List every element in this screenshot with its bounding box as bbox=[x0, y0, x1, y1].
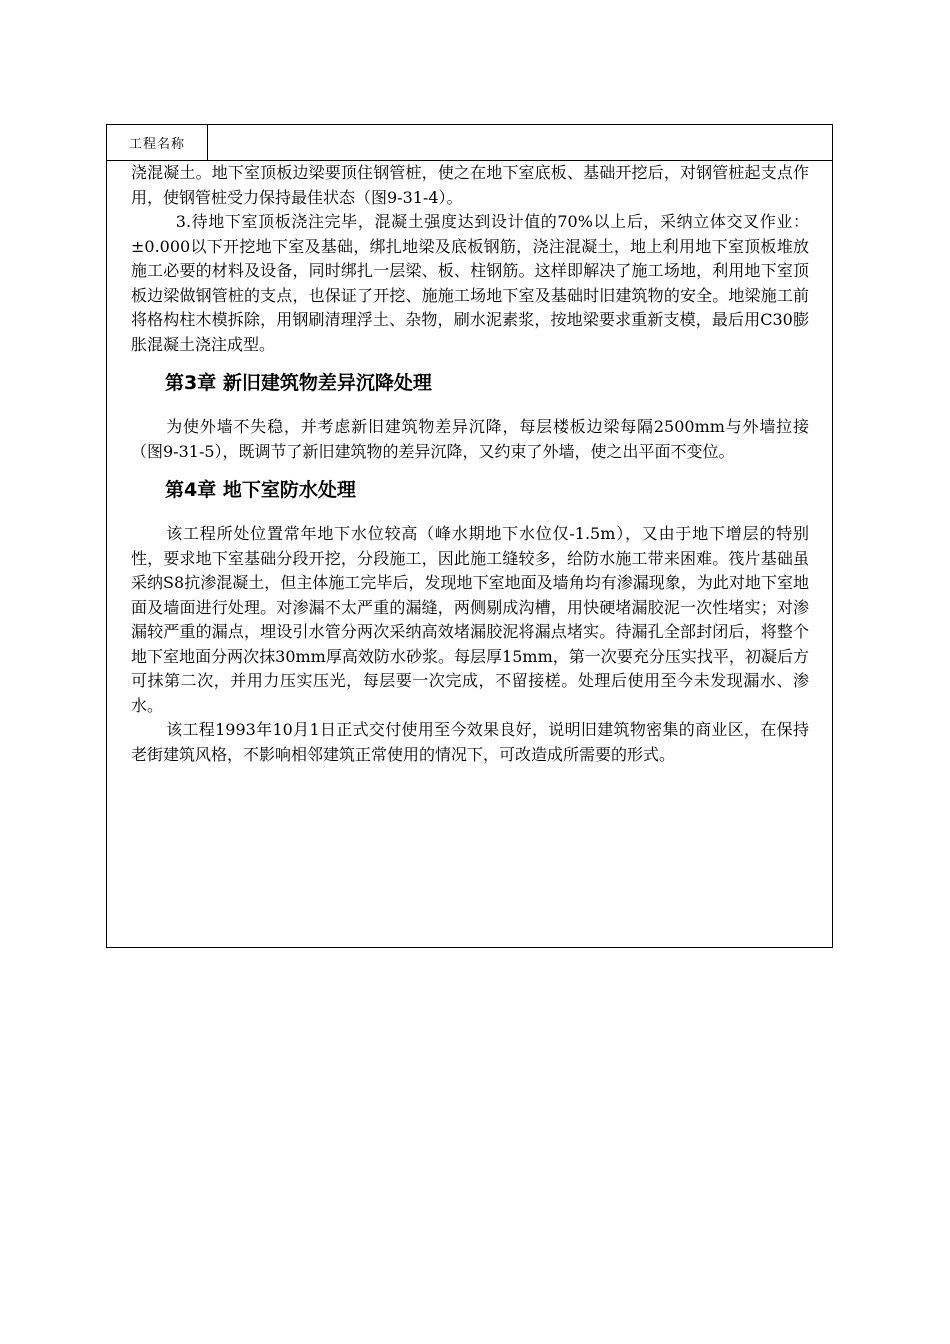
chapter-4-heading: 第4章 地下室防水处理 bbox=[165, 479, 356, 501]
paragraph-step-3: 3.待地下室顶板浇注完毕，混凝土强度达到设计值的70%以上后，采纳立体交叉作业：±0.000以下开挖地下室及基础，绑扎地梁及底板钢筋，浇注混凝土，地上利用地下室顶板堆放施工必要的材料及设备，同时绑扎一层梁、板、柱钢筋。这样即解决了施工场地，利用地下室顶板边梁做钢管桩的支点，也保证了开挖、施施工场地下室及基础时旧建筑物的安全。地梁施工前将格构柱木模拆除，用钢刷清理浮土、杂物，刷水泥素浆，按地梁要求重新支模，最后用C30膨胀混凝土浇注成型。 bbox=[131, 212, 809, 354]
project-name-label: 工程名称 bbox=[107, 125, 208, 160]
project-name-value bbox=[208, 125, 832, 160]
document-table bbox=[106, 124, 833, 948]
project-name-row bbox=[107, 125, 832, 161]
paragraph-settlement: 为使外墙不失稳，并考虑新旧建筑物差异沉降，每层楼板边梁每隔2500mm与外墙拉接（图9-31-5），既调节了新旧建筑物的差异沉降，又约束了外墙，使之出平面不变位。 bbox=[131, 417, 809, 461]
paragraph-conclusion: 该工程1993年10月1日正式交付使用至今效果良好，说明旧建筑物密集的商业区，在保持老街建筑风格，不影响相邻建筑正常使用的情况下，可改造成所需要的形式。 bbox=[131, 720, 809, 764]
chapter-3-heading: 第3章 新旧建筑物差异沉降处理 bbox=[165, 372, 432, 394]
paragraph-waterproofing: 该工程所处位置常年地下水位较高（峰水期地下水位仅-1.5m），又由于地下增层的特别性，要求地下室基础分段开挖，分段施工，因此施工缝较多，给防水施工带来困难。筏片基础虽采纳S8抗渗混凝土，但主体施工完毕后，发现地下室地面及墙角均有渗漏现象，为此对地下室地面及墙面进行处理。对渗漏不太严重的漏缝，两侧剔成沟槽，用快硬堵漏胶泥一次性堵实；对渗漏较严重的漏点，埋设引水管分两次采纳高效堵漏胶泥将漏点堵实。待漏孔全部封闭后，将整个地下室地面分两次抹30mm厚高效防水砂浆。每层厚15mm，第一次要充分压实找平，初凝后方可抹第二次，并用力压实压光，每层要一次完成，不留接槎。处理后使用至今未发现漏水、渗水。 bbox=[131, 524, 809, 715]
paragraph-continued: 浇混凝土。地下室顶板边梁要顶住钢管桩，使之在地下室底板、基础开挖后，对钢管桩起支点作用，使钢管桩受力保持最佳状态（图9-31-4）。 bbox=[131, 163, 809, 207]
document-body bbox=[131, 161, 809, 767]
